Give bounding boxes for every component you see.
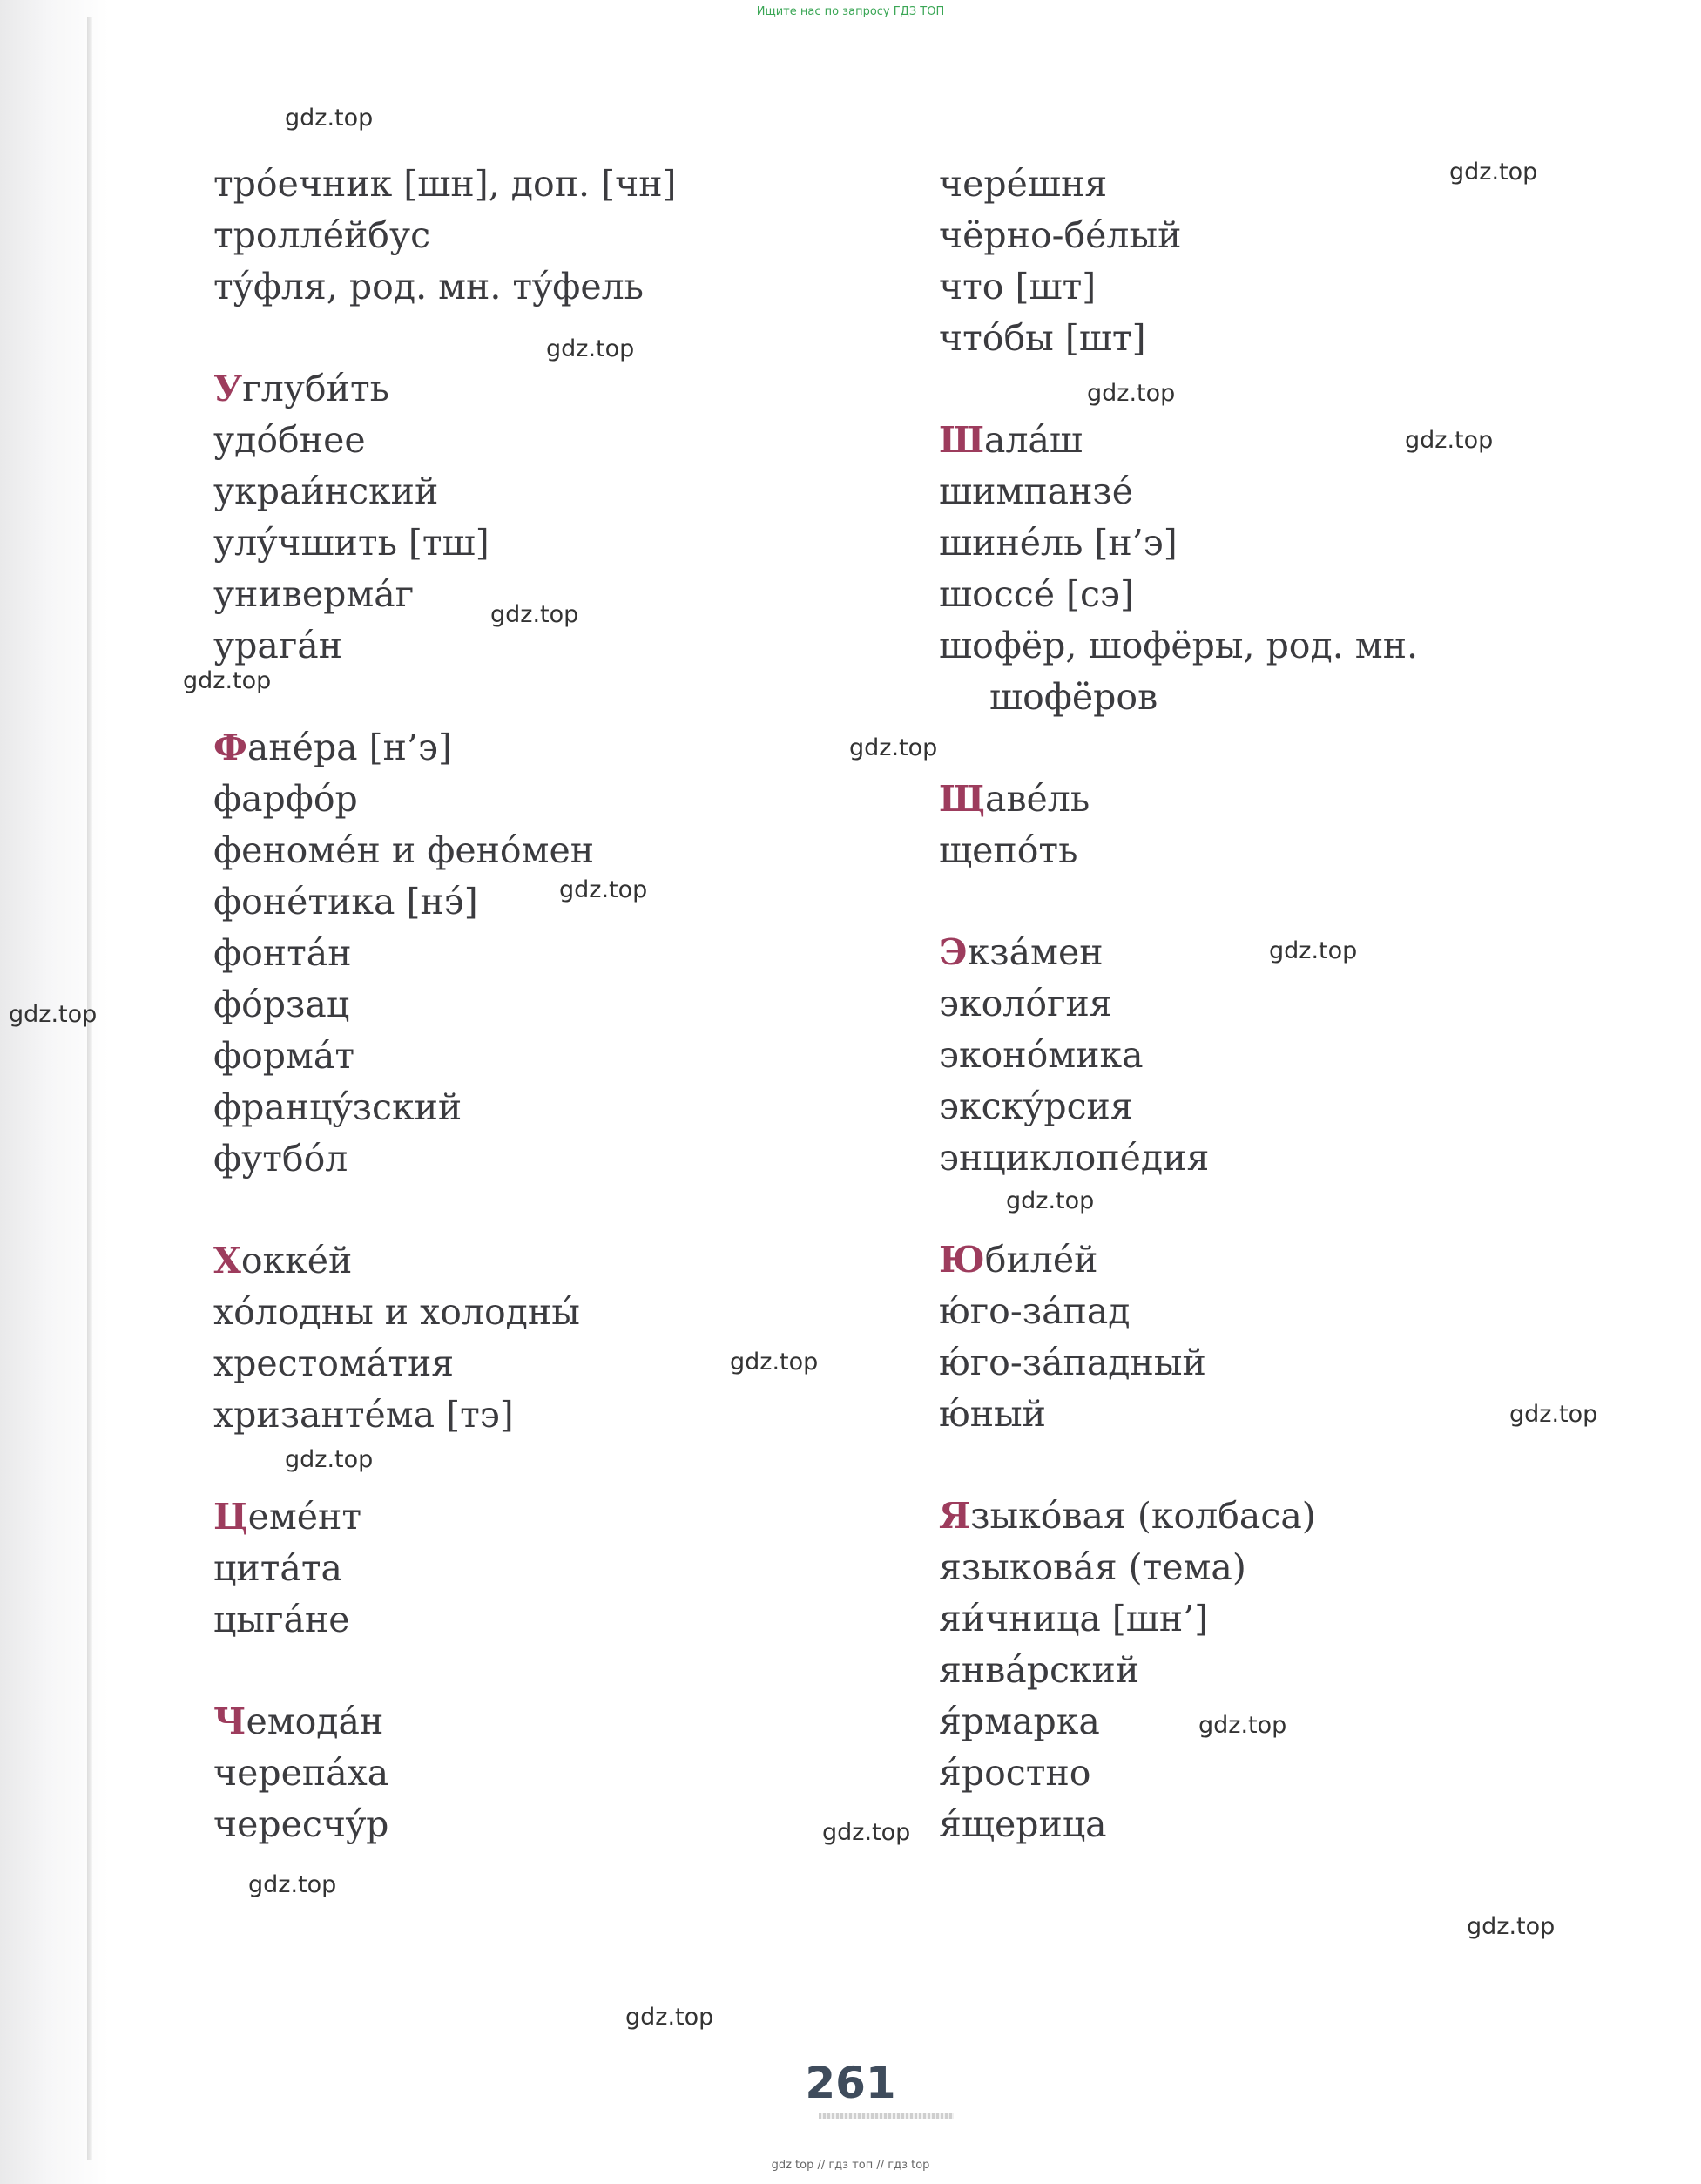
entry-text: цитáта — [213, 1547, 342, 1589]
entry-text: цыгáне — [213, 1599, 350, 1640]
dictionary-entry — [939, 978, 1653, 1030]
watermark: gdz.top — [822, 1819, 911, 1846]
entry-text: экскýрсия — [939, 1085, 1133, 1127]
entry-text: хрестомáтия — [213, 1342, 455, 1384]
entry-text: черéшня — [939, 163, 1108, 205]
watermark: gdz.top — [546, 335, 635, 362]
dictionary-entry — [939, 1593, 1653, 1645]
entry-text: тýфля, род. мн. тýфель — [213, 266, 645, 308]
letter-section-gap — [213, 1646, 901, 1696]
entry-text: удо́бнее — [213, 419, 366, 461]
dictionary-entry — [213, 517, 901, 569]
dictionary-entry — [213, 1390, 901, 1441]
entry-text: хо́лодны и холодны́ — [213, 1291, 580, 1333]
section-initial-letter: Щ — [939, 778, 986, 820]
dictionary-entry — [213, 1799, 901, 1850]
entry-text: украи́нский — [213, 470, 439, 512]
dictionary-entry — [939, 517, 1653, 569]
entry-text: чересчýр — [213, 1803, 389, 1845]
entry-text: анéра [н’э] — [246, 727, 452, 768]
dictionary-entry — [213, 1082, 901, 1133]
section-initial-letter: Ш — [939, 419, 984, 461]
dictionary-entry — [213, 1133, 901, 1185]
section-initial-letter: Ю — [939, 1239, 985, 1281]
dictionary-entry — [939, 1337, 1653, 1389]
letter-section-gap — [213, 1185, 901, 1235]
entry-text: я́рмарка — [939, 1701, 1100, 1742]
watermark: gdz.top — [625, 2004, 714, 2031]
dictionary-entry — [939, 1645, 1653, 1696]
watermark: gdz.top — [490, 601, 579, 628]
dictionary-entry — [213, 210, 901, 261]
dictionary-entry — [939, 415, 1653, 466]
watermark: gdz.top — [285, 105, 374, 132]
entry-text: эколо́гия — [939, 983, 1112, 1024]
watermark: gdz.top — [1509, 1401, 1598, 1428]
entry-text: оккéй — [240, 1240, 353, 1281]
watermark: gdz.top — [1198, 1712, 1287, 1739]
entry-text: фонéтика [нэ́] — [213, 881, 478, 923]
entry-text: ю́го-зáпад — [939, 1290, 1131, 1332]
entry-text: фонтáн — [213, 932, 352, 974]
entry-text: чёрно-бéлый — [939, 214, 1182, 256]
entry-text: фо́рзац — [213, 984, 350, 1025]
entry-text: я́щерица — [939, 1803, 1107, 1845]
dictionary-entry — [939, 672, 1653, 723]
section-initial-letter: У — [213, 368, 243, 409]
entry-text: зыко́вая (колбаса) — [970, 1495, 1316, 1537]
dictionary-entry — [939, 466, 1653, 517]
dictionary-entry — [939, 210, 1653, 261]
entry-text: алáш — [984, 419, 1083, 461]
section-initial-letter: Я — [939, 1495, 971, 1537]
section-initial-letter: Ч — [213, 1701, 246, 1742]
dictionary-entry — [213, 1031, 901, 1082]
entry-text: черепáха — [213, 1752, 389, 1794]
entry-text: троллéйбус — [213, 214, 431, 256]
dictionary-entry — [213, 979, 901, 1031]
book-spine-shadow — [87, 17, 92, 2160]
page-number: 261 — [805, 2058, 896, 2108]
entry-text: языковáя (тема) — [939, 1546, 1246, 1588]
letter-section-gap — [939, 876, 1653, 927]
watermark: gdz.top — [1269, 937, 1358, 964]
entry-text: что [шт] — [939, 266, 1097, 308]
dictionary-entry — [939, 1799, 1653, 1850]
dictionary-entry — [213, 876, 901, 928]
entry-text: шофёр, шофёры, род. мн. — [939, 625, 1419, 666]
dictionary-entry — [939, 1748, 1653, 1799]
section-initial-letter: Э — [939, 931, 968, 973]
entry-text: билéй — [984, 1239, 1098, 1281]
entry-text: шоссé [сэ] — [939, 573, 1134, 615]
entry-text: я́ростно — [939, 1752, 1091, 1794]
dictionary-entry — [939, 1133, 1653, 1184]
dictionary-entry — [939, 569, 1653, 620]
entry-text: глуби́ть — [242, 368, 389, 409]
watermark: gdz.top — [730, 1349, 819, 1376]
entry-text: шимпанзé — [939, 470, 1134, 512]
watermark: gdz.top — [285, 1446, 374, 1473]
dictionary-left-column — [213, 159, 901, 1850]
dictionary-entry — [939, 313, 1653, 364]
watermark: gdz.top — [248, 1871, 337, 1898]
entry-text: францýзский — [213, 1086, 462, 1128]
watermark: gdz.top — [9, 1001, 98, 1028]
dictionary-entry — [213, 1543, 901, 1594]
header-note: Ищите нас по запросу ГДЗ ТОП — [756, 5, 945, 18]
watermark: gdz.top — [1087, 380, 1176, 407]
entry-text: кзáмен — [967, 931, 1104, 973]
entry-text: емодáн — [246, 1701, 384, 1742]
dictionary-entry — [939, 774, 1653, 825]
section-initial-letter: Х — [213, 1240, 241, 1281]
watermark: gdz.top — [1006, 1187, 1095, 1214]
dictionary-entry — [213, 1748, 901, 1799]
entry-text: шофёров — [989, 676, 1158, 718]
letter-section-gap — [939, 1440, 1653, 1491]
dictionary-entry — [939, 1286, 1653, 1337]
watermark: gdz.top — [1449, 159, 1538, 186]
dictionary-entry — [213, 722, 901, 774]
dictionary-right-column — [939, 159, 1653, 1850]
dictionary-entry — [213, 1594, 901, 1646]
entry-text: футбо́л — [213, 1138, 348, 1180]
entry-text: емéнт — [247, 1496, 362, 1538]
watermark: gdz.top — [559, 876, 648, 903]
dictionary-entry — [213, 1696, 901, 1748]
dictionary-entry — [939, 1542, 1653, 1593]
entry-text: энциклопéдия — [939, 1137, 1210, 1179]
dictionary-entry — [213, 363, 901, 415]
dictionary-entry — [213, 1235, 901, 1287]
dictionary-entry — [939, 159, 1653, 210]
entry-text: ю́ный — [939, 1393, 1046, 1435]
letter-section-gap — [939, 364, 1653, 415]
section-initial-letter: Ф — [213, 727, 247, 768]
entry-text: яи́чница [шн’] — [939, 1598, 1209, 1640]
dictionary-entry — [939, 1491, 1653, 1542]
dictionary-entry — [213, 774, 901, 825]
entry-text: тро́ечник [шн], доп. [чн] — [213, 163, 677, 205]
entry-text: авéль — [985, 778, 1090, 820]
entry-text: феномéн и фено́мен — [213, 829, 595, 871]
dictionary-entry — [213, 159, 901, 210]
entry-text: эконо́мика — [939, 1034, 1144, 1076]
dictionary-entry — [939, 1234, 1653, 1286]
watermark: gdz.top — [1405, 427, 1494, 454]
letter-section-gap — [213, 672, 901, 722]
entry-text: хризантéма [тэ] — [213, 1394, 514, 1436]
dictionary-entry — [213, 415, 901, 466]
entry-text: янвáрский — [939, 1649, 1140, 1691]
dictionary-entry — [939, 261, 1653, 313]
dictionary-entry — [213, 825, 901, 876]
dictionary-entry — [213, 466, 901, 517]
entry-text: урагáн — [213, 625, 343, 666]
watermark: gdz.top — [849, 734, 938, 761]
dictionary-entry — [939, 1081, 1653, 1133]
section-initial-letter: Ц — [213, 1496, 248, 1538]
entry-text: формáт — [213, 1035, 355, 1077]
dictionary-entry — [939, 1696, 1653, 1748]
entry-text: щепо́ть — [939, 829, 1078, 871]
entry-text: что́бы [шт] — [939, 317, 1146, 359]
entry-text: универмáг — [213, 573, 415, 615]
dictionary-entry — [213, 1491, 901, 1543]
entry-text: ю́го-зáпадный — [939, 1342, 1206, 1383]
watermark: gdz.top — [1467, 1913, 1556, 1940]
entry-text: шинéль [н’э] — [939, 522, 1178, 564]
footer-note: gdz top // гдз топ // гдз top — [771, 2159, 930, 2172]
entry-text: фарфо́р — [213, 778, 358, 820]
watermark: gdz.top — [183, 667, 272, 694]
dictionary-entry — [939, 825, 1653, 876]
dictionary-entry — [213, 261, 901, 313]
dictionary-entry — [213, 928, 901, 979]
letter-section-gap — [939, 723, 1653, 774]
page-number-underline — [819, 2113, 954, 2119]
dictionary-entry — [939, 620, 1653, 672]
entry-text: улýчшить [тш] — [213, 522, 489, 564]
dictionary-entry — [213, 1287, 901, 1338]
dictionary-entry — [939, 1030, 1653, 1081]
